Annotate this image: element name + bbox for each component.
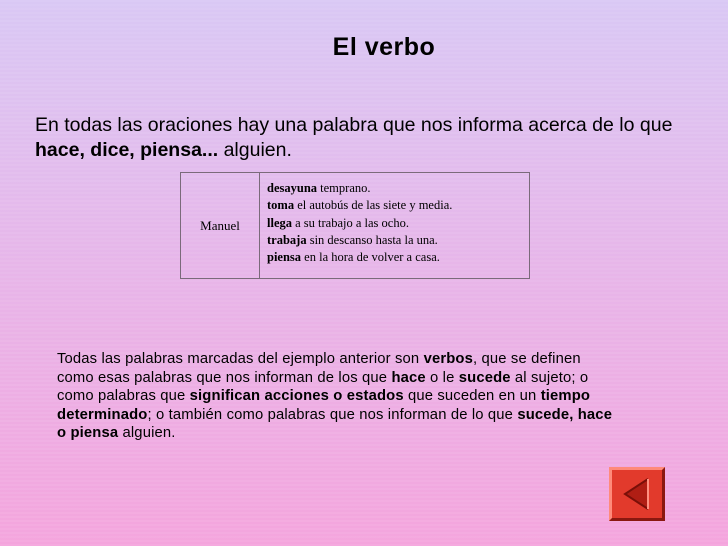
triangle-left-icon bbox=[612, 470, 662, 518]
explanation-bold: significan acciones o estados bbox=[189, 388, 404, 405]
explanation-paragraph bbox=[57, 350, 617, 443]
explanation-text: que suceden en un bbox=[403, 388, 541, 405]
example-table bbox=[180, 172, 530, 279]
explanation-bold: verbos bbox=[423, 351, 473, 367]
verb: llega bbox=[267, 215, 292, 230]
explanation-text: Todas las palabras marcadas del ejemplo anterior son bbox=[57, 351, 424, 367]
predicate: el autobús de las siete y media. bbox=[294, 198, 453, 213]
verb: trabaja bbox=[267, 232, 307, 247]
explanation-text: o le bbox=[425, 369, 459, 386]
predicate: en la hora de volver a casa. bbox=[301, 250, 440, 265]
example-line bbox=[267, 215, 529, 232]
verbs-cell bbox=[260, 173, 529, 278]
explanation-bold: sucede, hace o piensa bbox=[57, 406, 613, 442]
explanation-text: al sujeto; o como palabras que bbox=[57, 369, 589, 405]
intro-text: En todas las oraciones hay una palabra que nos informa acerca de lo que bbox=[35, 114, 673, 136]
explanation-text: alguien. bbox=[118, 425, 176, 442]
back-button[interactable] bbox=[609, 467, 665, 521]
example-line bbox=[267, 249, 529, 266]
predicate: temprano. bbox=[317, 181, 371, 195]
verb: desayuna bbox=[267, 181, 318, 195]
subject-cell: Manuel bbox=[181, 173, 260, 278]
intro-bold: hace, dice, piensa... bbox=[35, 139, 219, 161]
verb: piensa bbox=[267, 250, 302, 265]
explanation-text: ; o también como palabras que nos informan de lo que bbox=[147, 406, 518, 423]
explanation-bold: tiempo determinado bbox=[57, 388, 591, 423]
example-line bbox=[267, 180, 529, 197]
intro-paragraph bbox=[35, 113, 675, 163]
explanation-text: , que se definen como esas palabras que nos informan de los que bbox=[57, 351, 581, 386]
page-title: El verbo bbox=[332, 33, 436, 61]
predicate: sin descanso hasta la una. bbox=[306, 232, 438, 247]
predicate: a su trabajo a las ocho. bbox=[292, 215, 409, 230]
verb: toma bbox=[267, 198, 295, 213]
explanation-bold: hace bbox=[391, 369, 426, 386]
example-line bbox=[267, 232, 529, 249]
intro-text-end: alguien. bbox=[218, 139, 292, 161]
explanation-bold: sucede bbox=[458, 369, 511, 386]
example-line bbox=[267, 197, 529, 214]
